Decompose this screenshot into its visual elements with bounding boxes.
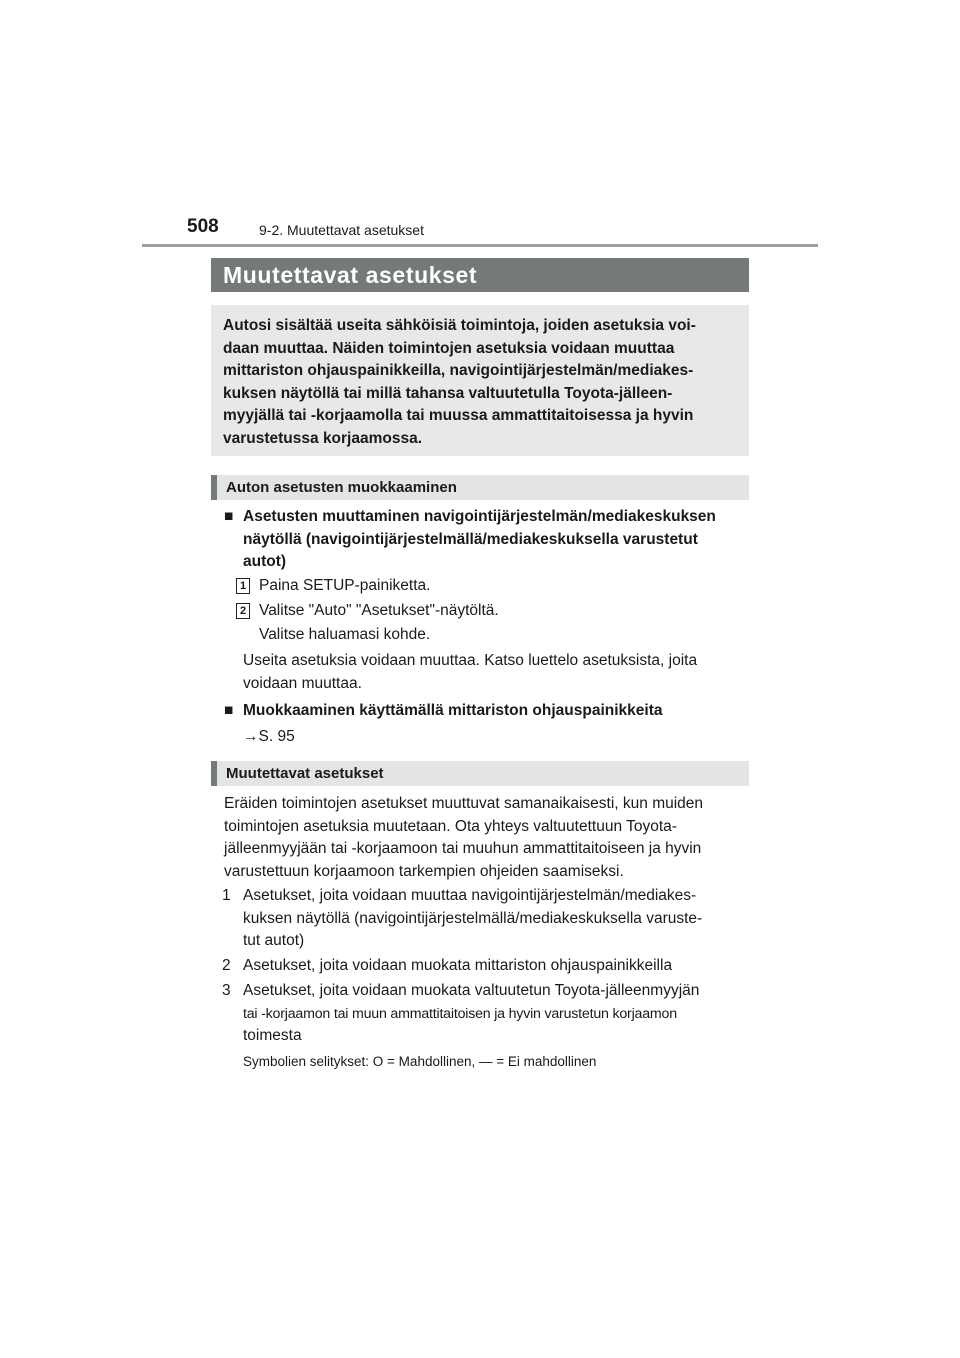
- note-line: Useita asetuksia voidaan muuttaa. Katso luettelo asetuksista, joita: [243, 652, 698, 669]
- item-line: tut autot): [243, 932, 305, 949]
- settings-note: [243, 650, 745, 695]
- step-number-2: 2: [236, 603, 250, 619]
- section-heading-muutettavat-asetukset: Muutettavat asetukset: [211, 761, 749, 786]
- header-divider: [142, 244, 818, 247]
- note-line: voidaan muuttaa.: [243, 674, 362, 692]
- item-line: Asetukset, joita voidaan muokata valtuutetun Toyota-jälleenmyyjän: [243, 982, 700, 999]
- page-reference-link[interactable]: →S. 95: [243, 728, 295, 745]
- section-path: 9-2. Muutettavat asetukset: [259, 222, 424, 238]
- bullet-line: Muokkaaminen käyttämällä mittariston ohjauspainikkeita: [243, 702, 663, 719]
- bullet-line: näytöllä (navigointijärjestelmällä/mediakeskuksella varustetut: [243, 530, 698, 548]
- section-heading-auton-asetukset: Auton asetusten muokkaaminen: [211, 475, 749, 500]
- item-1-text: [243, 885, 745, 953]
- page-title: Muutettavat asetukset: [211, 258, 749, 292]
- step-2-subtext: Valitse haluamasi kohde.: [259, 626, 431, 643]
- step-1-text: Paina SETUP-painiketta.: [259, 577, 431, 594]
- bullet-line: autot): [243, 553, 287, 570]
- page-number: 508: [187, 216, 219, 237]
- intro-line: mittariston ohjauspainikkeilla, navigointijärjestelmän/mediakes-: [223, 362, 694, 380]
- item-number-1: 1: [222, 887, 231, 904]
- intro-line: kuksen näytöllä tai millä tahansa valtuutetulla Toyota-jälleen-: [223, 384, 673, 402]
- intro-box: [211, 305, 749, 456]
- section2-paragraph: [224, 793, 745, 883]
- intro-line: Autosi sisältää useita sähköisiä toimintoja, joiden asetuksia voi-: [223, 317, 696, 334]
- item-2-text: Asetukset, joita voidaan muokata mittariston ohjauspainikkeilla: [243, 957, 673, 974]
- square-bullet-icon: ■: [224, 702, 234, 719]
- para-line: Eräiden toimintojen asetukset muuttuvat samanaikaisesti, kun muiden: [224, 795, 704, 812]
- square-bullet-icon: ■: [224, 508, 234, 525]
- step-2-text: Valitse "Auto" "Asetukset"-näytöltä.: [259, 602, 499, 619]
- para-line: varustettuun korjaamoon tarkempien ohjeiden saamiseksi.: [224, 862, 624, 880]
- para-line: jälleenmyyjään tai -korjaamoon tai muuhun ammattitaitoiseen ja hyvin: [224, 840, 702, 857]
- para-line: toimintojen asetuksia muutetaan. Ota yhteys valtuutettuun Toyota-: [224, 817, 677, 835]
- item-line: toimesta: [243, 1027, 302, 1044]
- item-line: kuksen näytöllä (navigointijärjestelmällä/mediakeskuksella varuste-: [243, 909, 703, 927]
- item-3-text: [243, 980, 745, 1048]
- step-number-1: 1: [236, 578, 250, 594]
- symbol-legend: Symbolien selitykset: O = Mahdollinen, — = Ei mahdollinen: [243, 1054, 597, 1069]
- intro-line: myyjällä tai -korjaamolla tai muussa ammattitaitoisessa ja hyvin: [223, 407, 694, 425]
- item-line: Asetukset, joita voidaan muuttaa navigointijärjestelmän/mediakes-: [243, 887, 697, 904]
- intro-line: daan muuttaa. Näiden toimintojen asetuksia voidaan muuttaa: [223, 339, 675, 357]
- item-number-3: 3: [222, 982, 231, 999]
- bullet-line: Asetusten muuttaminen navigointijärjestelmän/mediakeskuksen: [243, 508, 716, 525]
- intro-line: varustetussa korjaamossa.: [223, 429, 423, 447]
- item-line: tai -korjaamon tai muun ammattitaitoisen ja hyvin varustetun korjaamon: [243, 1005, 677, 1022]
- item-number-2: 2: [222, 957, 231, 974]
